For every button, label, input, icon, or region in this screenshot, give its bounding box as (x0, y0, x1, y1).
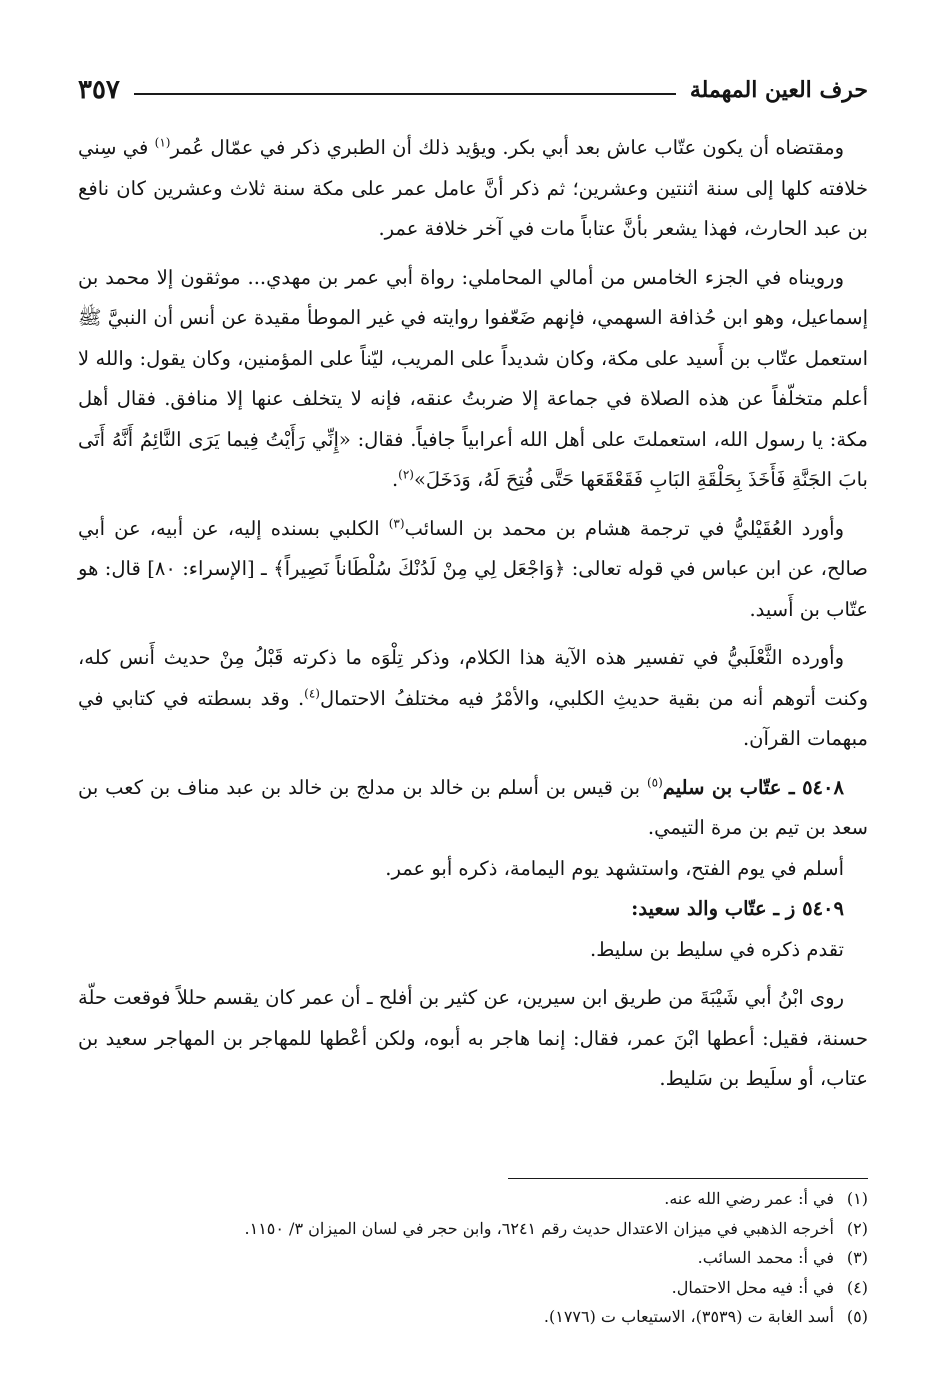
paragraph-1 (78, 128, 868, 250)
chapter-title: حرف العين المهملة (689, 77, 868, 103)
entry-5409-heading: ٥٤٠٩ ز ـ عتّاب والد سعيد: (631, 897, 844, 920)
paragraph-3 (78, 509, 868, 631)
footnote-text: في أ: فيه محل الاحتمال. (671, 1277, 834, 1297)
footnote-item (78, 1273, 868, 1303)
paragraph-2-text: ورويناه في الجزء الخامس من أمالي المحاملي: رواة أبي عمر بن مهدي... موثقون إلا محمد بن إسماعيل، وهو ابن حُذافة السهمي، فإنهم ضَعّفوا روايته في غير الموطأ مقيدة عن أنس أن النبيَّ ﷺ استعمل عتّاب بن أَسيد على مكة، وكان شديداً على المريب، ليّناً على المؤمنين، وكان يقول: والله لا أعلم متخلّفاً عن هذه الصلاة في جماعة إلا ضربتُ عنقه، فإنه لا يتخلف عنها إلا منافق. فقال أهل مكة: يا رسول الله، استعملتَ على أهل الله أعرابياً جافياً. فقال: «إِنِّي رَأَيْتُ فِيما يَرَى النَّائِمُ أَنَّهُ أَتَى بابَ الجَنَّةِ فَأَخَذَ بِحَلْقَةِ البَابِ فَقَعْقَعَها حَتَّى فُتِحَ لَهُ، وَدَخَلَ» (78, 265, 868, 491)
paragraph-1-text: ومقتضاه أن يكون عتّاب عاش بعد أبي بكر. ويؤيد ذلك أن الطبري ذكر في عمّال عُمر (170, 136, 844, 159)
footnotes-list (78, 1184, 868, 1332)
footnote-ref-1: (١) (154, 135, 171, 150)
footnote-ref-4: (٤) (304, 686, 320, 700)
paragraph-2 (78, 258, 868, 501)
footnote-number: (١) (846, 1189, 868, 1208)
footnote-number: (٤) (846, 1277, 868, 1297)
entry-5408-heading: ٥٤٠٨ ـ عتّاب بن سليم (662, 775, 844, 799)
paragraph-1-rest: في سِني خلافته كلها إلى سنة اثنتين وعشرين؛ ثم ذكر أنَّ عامل عمر على مكة سنة ثلاث وعشرين كان نافع بن عبد الحارث، فهذا يشعر بأنَّ عتاباً مات في آخر خلافة عمر. (78, 136, 868, 240)
book-page (78, 70, 868, 1360)
footnote-item (78, 1214, 868, 1244)
body-text (78, 128, 868, 1108)
running-header (78, 70, 868, 110)
paragraph-2-end: . (391, 468, 399, 491)
paragraph-3-text: وأورد العُقَيْليُّ في ترجمة هشام بن محمد بن السائب (404, 516, 844, 540)
paragraph-5: روى ابْنُ أبي شَيْبَةَ من طريق ابن سيرين، عن كثير بن أفلح ـ أن عمر كان يقسم حللاً فوقعت حلّة حسنة، فقيل: أعطها ابْنَ عمر، فقال: إنما هاجر به أبوه، ولكن أعْطها للمهاجر بن المهاجر سعيد بن عتاب، أو سلَيط بن سَليط. (78, 986, 868, 1090)
paragraph-4-rest: . وقد بسطته في كتابي في مبهمات القرآن. (78, 686, 868, 750)
entry-5409-note: تقدم ذكره في سليط بن سليط. (590, 937, 844, 961)
footnote-number: (٥) (846, 1307, 868, 1326)
paragraph-3-rest: الكلبي بسنده إليه، عن أبيه، عن أبي صالح، عن ابن عباس في قوله تعالى: ﴿وَاجْعَل لِي مِنْ لَدُنْكَ سُلْطَاناً نَصِيراً﴾ ـ [الإسراء: ٨٠] قال: هو عتّاب بن أَسيد. (78, 516, 868, 621)
footnote-ref-2: (٢) (398, 467, 414, 482)
footnote-ref-5: (٥) (646, 775, 663, 789)
paragraph-4 (78, 638, 868, 760)
page-number: ٣٥٧ (78, 75, 120, 105)
entry-5408 (78, 768, 868, 849)
footnote-text: أخرجه الذهبي في ميزان الاعتدال حديث رقم ٦٢٤١، وابن حجر في لسان الميزان ٣/ ١١٥٠. (244, 1218, 834, 1238)
footnote-number: (٣) (846, 1248, 868, 1267)
footnote-ref-3: (٣) (388, 516, 405, 530)
footnote-text: أسد الغابة ت (٣٥٣٩)، الاستيعاب ت (١٧٧٦). (543, 1307, 834, 1326)
entry-5408-note: أسلم في يوم الفتح، واستشهد يوم اليمامة، ذكره أبو عمر. (385, 856, 844, 880)
footnote-text: في أ: محمد السائب. (697, 1248, 834, 1267)
footnote-number: (٢) (846, 1218, 868, 1238)
footnote-item (78, 1243, 868, 1273)
header-rule (134, 93, 676, 95)
footnote-rule (508, 1178, 868, 1179)
footnote-item (78, 1302, 868, 1332)
footnote-text: في أ: عمر رضي الله عنه. (664, 1189, 834, 1208)
footnote-item (78, 1184, 868, 1214)
entry-5408-lineage: بن قيس بن أسلم بن خالد بن مدلج بن خالد بن عبد مناف بن كعب بن سعد بن تيم بن مرة التيمي. (78, 775, 868, 839)
paragraph-4-text: وأورده الثَّعْلَبيُّ في تفسير هذه الآية هذا الكلام، وذكر تِلْوَه ما ذكرته قَبْلُ مِنْ حديث أَنس كله، وكنت أتوهم أنه من بقية حديثِ الكلبي، والأمْرُ فيه مختلفُ الاحتمال (78, 646, 868, 710)
